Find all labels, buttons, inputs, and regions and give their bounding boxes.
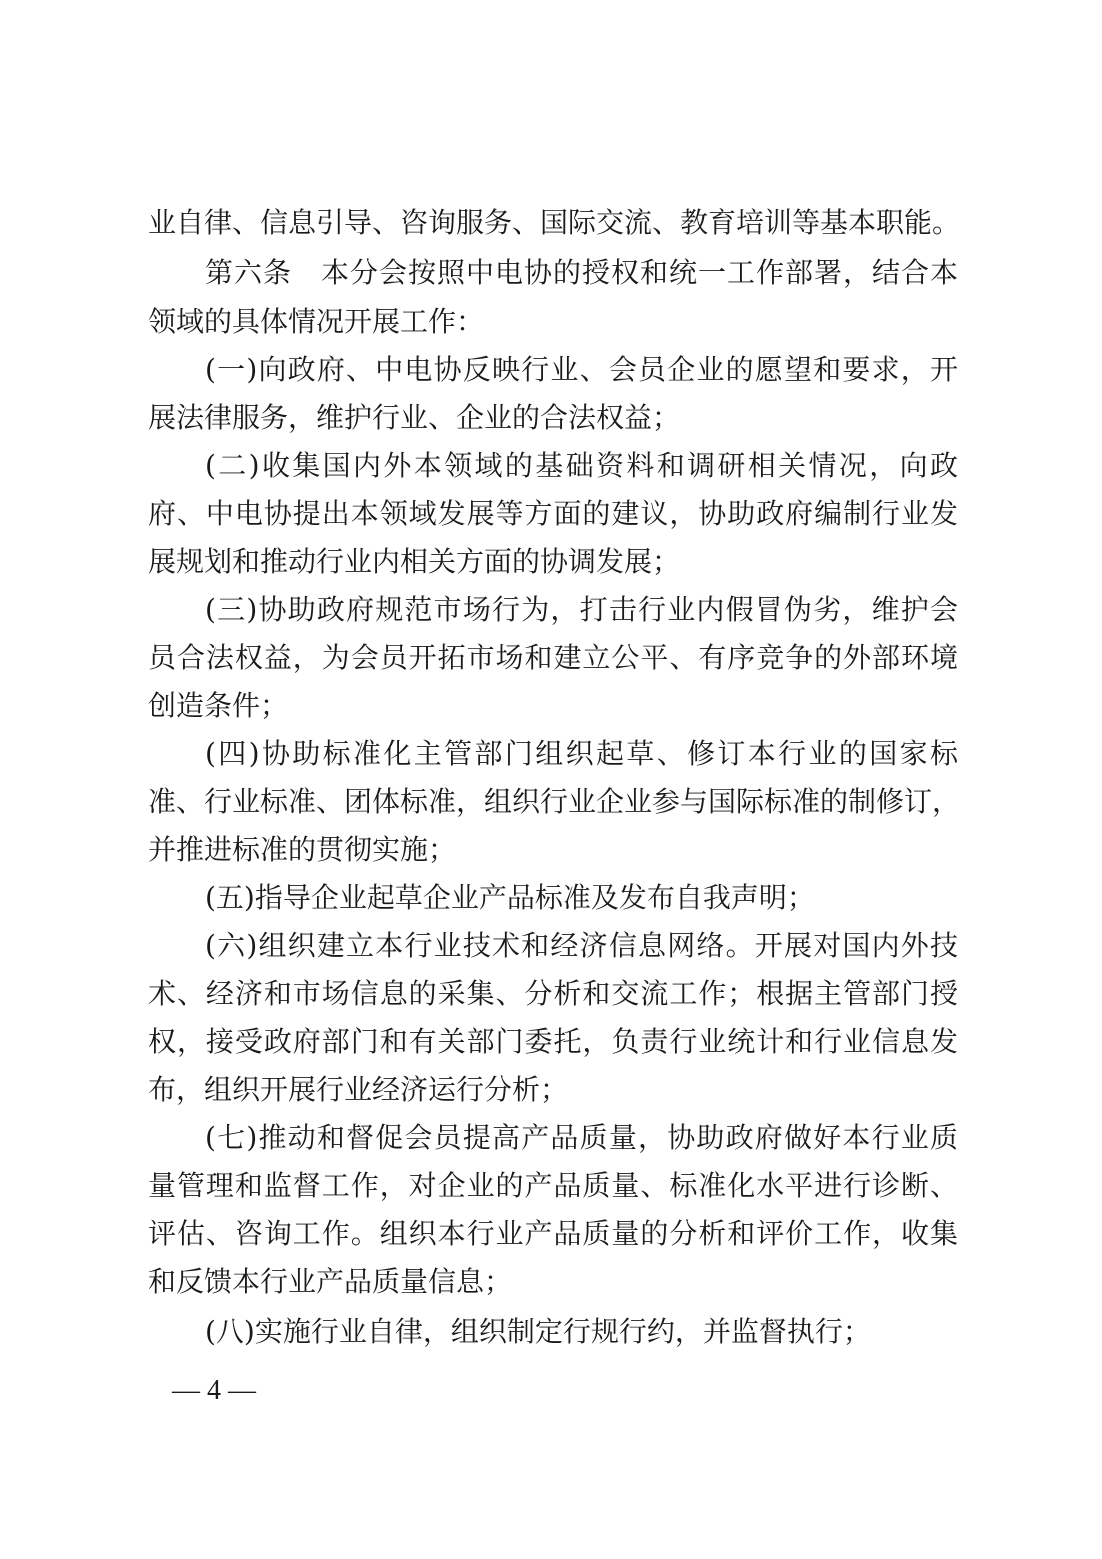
item-3-line: (三)协助政府规范市场行为，打击行业内假冒伪劣，维护会 (205, 593, 958, 626)
text-line: 术、经济和市场信息的采集、分析和交流工作；根据主管部门授 (148, 977, 958, 1010)
text-line: 权，接受政府部门和有关部门委托，负责行业统计和行业信息发 (148, 1025, 958, 1058)
text-line: 和反馈本行业产品质量信息； (148, 1265, 513, 1298)
item-6-line: (六)组织建立本行业技术和经济信息网络。开展对国内外技 (205, 929, 958, 962)
text-line: 并推进标准的贯彻实施； (148, 833, 457, 866)
text-line: 准、行业标准、团体标准，组织行业企业参与国际标准的制修订， (148, 785, 961, 818)
text-line: 府、中电协提出本领域发展等方面的建议，协助政府编制行业发 (148, 497, 958, 530)
item-7-line: (七)推动和督促会员提高产品质量，协助政府做好本行业质 (205, 1121, 958, 1154)
page-number: — 4 — (172, 1375, 256, 1406)
text-line: 布，组织开展行业经济运行分析； (148, 1073, 569, 1106)
text-line: 业自律、信息引导、咨询服务、国际交流、教育培训等基本职能。 (148, 206, 961, 239)
text-line: 展法律服务，维护行业、企业的合法权益； (148, 401, 681, 434)
item-8-line: (八)实施行业自律，组织制定行规行约，并监督执行； (205, 1315, 871, 1348)
article-six-heading-line: 第六条 本分会按照中电协的授权和统一工作部署，结合本 (205, 256, 958, 289)
text-line: 领域的具体情况开展工作： (148, 305, 485, 338)
text-line: 展规划和推动行业内相关方面的协调发展； (148, 545, 681, 578)
item-5-line: (五)指导企业起草企业产品标准及发布自我声明； (205, 881, 815, 914)
item-1-line: (一)向政府、中电协反映行业、会员企业的愿望和要求，开 (205, 353, 958, 386)
text-line: 创造条件； (148, 689, 289, 722)
item-2-line: (二)收集国内外本领域的基础资料和调研相关情况，向政 (205, 449, 958, 482)
text-line: 量管理和监督工作，对企业的产品质量、标准化水平进行诊断、 (148, 1169, 958, 1202)
item-4-line: (四)协助标准化主管部门组织起草、修订本行业的国家标 (205, 737, 958, 770)
text-line: 员合法权益，为会员开拓市场和建立公平、有序竞争的外部环境 (148, 641, 958, 674)
text-line: 评估、咨询工作。组织本行业产品质量的分析和评价工作，收集 (148, 1217, 958, 1250)
